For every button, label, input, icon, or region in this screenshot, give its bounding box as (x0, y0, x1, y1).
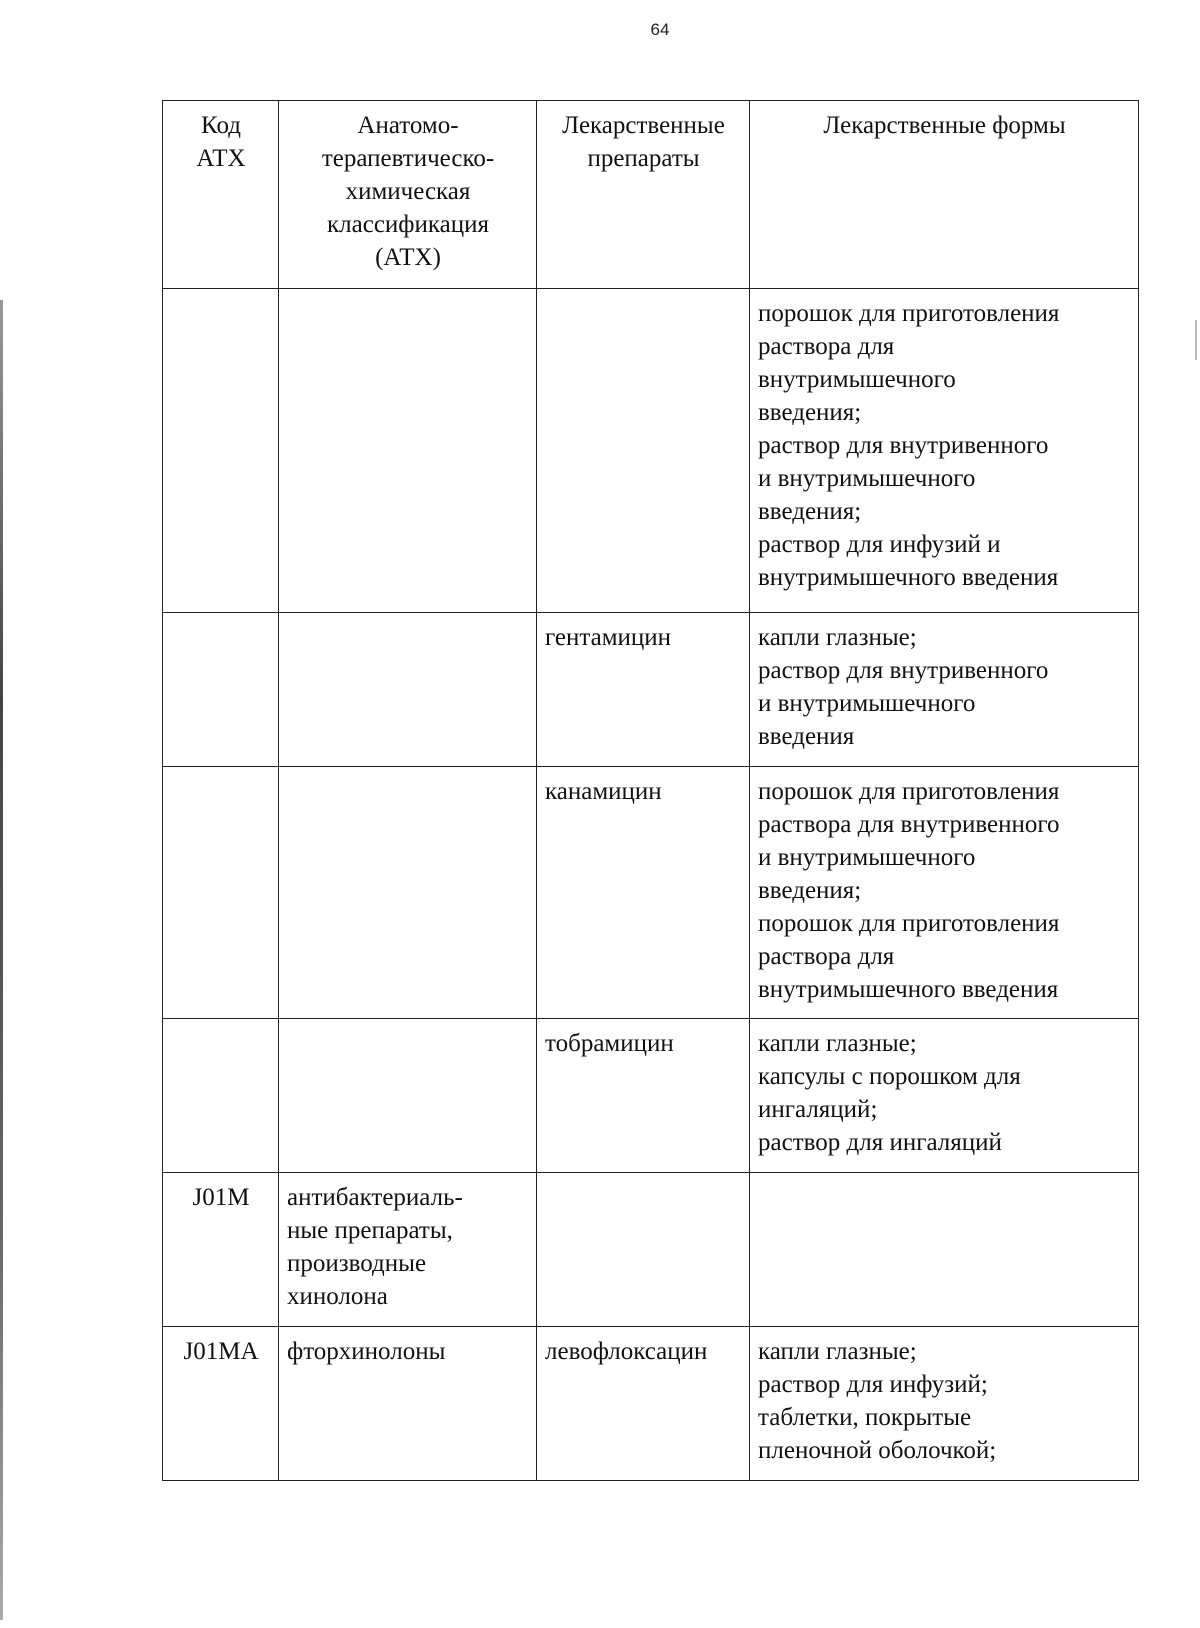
cell-classification: фторхинолоны (279, 1327, 537, 1481)
cell-classification (279, 289, 537, 613)
cell-code (163, 767, 279, 1019)
cell-code: J01M (163, 1173, 279, 1327)
header-atc-code: Код АТХ (163, 101, 279, 289)
cell-drug: тобрамицин (537, 1019, 750, 1173)
scan-edge (0, 300, 3, 1620)
cell-code (163, 1019, 279, 1173)
cell-code (163, 613, 279, 767)
cell-drug (537, 289, 750, 613)
table-header-row (163, 101, 1139, 289)
cell-code: J01MA (163, 1327, 279, 1481)
page-number: 64 (650, 20, 670, 39)
cell-drug (537, 1173, 750, 1327)
cell-code (163, 289, 279, 613)
atc-table (162, 100, 1139, 1481)
header-drugs: Лекарственные препараты (537, 101, 750, 289)
cell-classification (279, 767, 537, 1019)
header-classification: Анатомо- терапевтическо- химическая классификация (АТХ) (279, 101, 537, 289)
table-row (163, 767, 1139, 1019)
cell-forms (750, 1173, 1139, 1327)
cell-classification (279, 1019, 537, 1173)
cell-drug: гентамицин (537, 613, 750, 767)
cell-classification: антибактериаль- ные препараты, производные хинолона (279, 1173, 537, 1327)
table-row (163, 1019, 1139, 1173)
table-row (163, 289, 1139, 613)
cell-classification (279, 613, 537, 767)
table-row (163, 1327, 1139, 1481)
table-row (163, 1173, 1139, 1327)
cell-forms: порошок для приготовления раствора для внутримышечного введения; раствор для внутривенного и внутримышечного введения; раствор для инфузий и внутримышечного введения (750, 289, 1139, 613)
cell-drug: канамицин (537, 767, 750, 1019)
table-row (163, 613, 1139, 767)
header-dosage-forms: Лекарственные формы (750, 101, 1139, 289)
cell-forms: капли глазные; капсулы с порошком для ингаляций; раствор для ингаляций (750, 1019, 1139, 1173)
cell-drug: левофлоксацин (537, 1327, 750, 1481)
cell-forms: капли глазные; раствор для инфузий; таблетки, покрытые пленочной оболочкой; (750, 1327, 1139, 1481)
scan-mark (1195, 320, 1197, 360)
cell-forms: капли глазные; раствор для внутривенного и внутримышечного введения (750, 613, 1139, 767)
cell-forms: порошок для приготовления раствора для внутривенного и внутримышечного введения; порошок для приготовления раствора для внутримышечного введения (750, 767, 1139, 1019)
